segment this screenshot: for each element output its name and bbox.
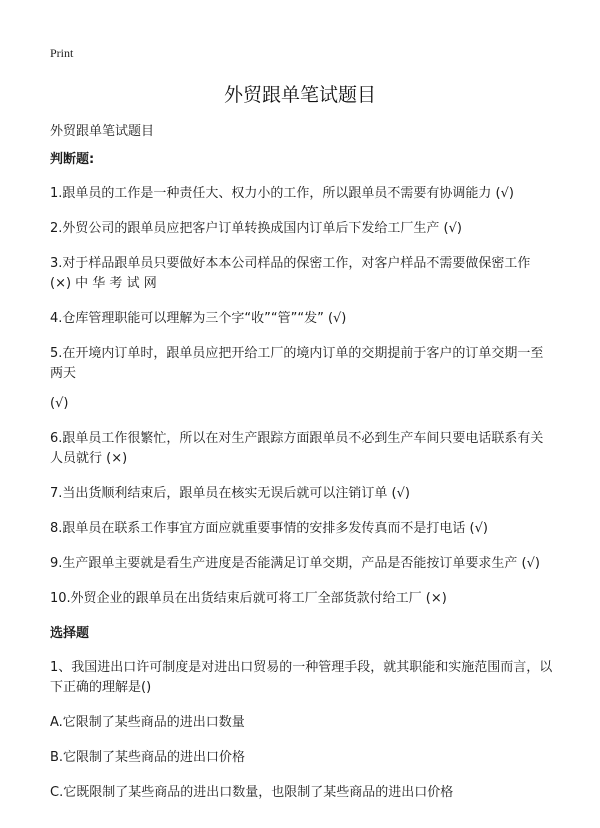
choice-option-c: C.它既限制了某些商品的进出口数量，也限制了某些商品的进出口价格 (50, 785, 454, 800)
judgment-item-2: 2.外贸公司的跟单员应把客户订单转换成国内订单后下发给工厂生产 (√) (50, 221, 462, 236)
judgment-item-9: 9.生产跟单主要就是看生产进度是否能满足订单交期，产品是否能按订单要求生产 (√) (50, 556, 540, 571)
judgment-item-3: 3.对于样品跟单员只要做好本本公司样品的保密工作，对客户样品不需要做保密工作 (×) 中 华 考 试 网 (50, 256, 531, 291)
judgment-item-5: 5.在开境内订单时，跟单员应把开给工厂的境内订单的交期提前于客户的订单交期一至两天 (50, 346, 544, 381)
judgment-item-4: 4.仓库管理职能可以理解为三个字“收”“管”“发” (√) (50, 311, 347, 326)
judgment-item-1: 1.跟单员的工作是一种责任大、权力小的工作，所以跟单员不需要有协调能力 (√) (50, 186, 514, 201)
choice-option-a: A.它限制了某些商品的进出口数量 (50, 715, 245, 730)
document-body (50, 150, 555, 818)
choice-section-heading: 选择题 (50, 626, 90, 641)
choice-option-b: B.它限制了某些商品的进出口价格 (50, 750, 246, 765)
judgment-item-5-answer: (√) (50, 396, 69, 411)
choice-question-1: 1、我国进出口许可制度是对进出口贸易的一种管理手段，就其职能和实施范围而言，以下正确的理解是() (50, 660, 553, 695)
document-subtitle: 外贸跟单笔试题目 (50, 124, 155, 139)
judgment-item-7: 7.当出货顺利结束后，跟单员在核实无误后就可以注销订单 (√) (50, 486, 410, 501)
judgment-item-8: 8.跟单员在联系工作事宜方面应就重要事情的安排多发传真而不是打电话 (√) (50, 521, 488, 536)
document-title: 外贸跟单笔试题目 (223, 84, 376, 106)
judgment-section-heading: 判断题: (50, 152, 95, 167)
judgment-item-10: 10.外贸企业的跟单员在出货结束后就可将工厂全部货款付给工厂 (×) (50, 591, 447, 606)
judgment-item-6: 6.跟单员工作很繁忙，所以在对生产跟踪方面跟单员不必到生产车间只要电话联系有关人员就行 (×) (50, 431, 544, 466)
print-label: Print (50, 46, 74, 60)
